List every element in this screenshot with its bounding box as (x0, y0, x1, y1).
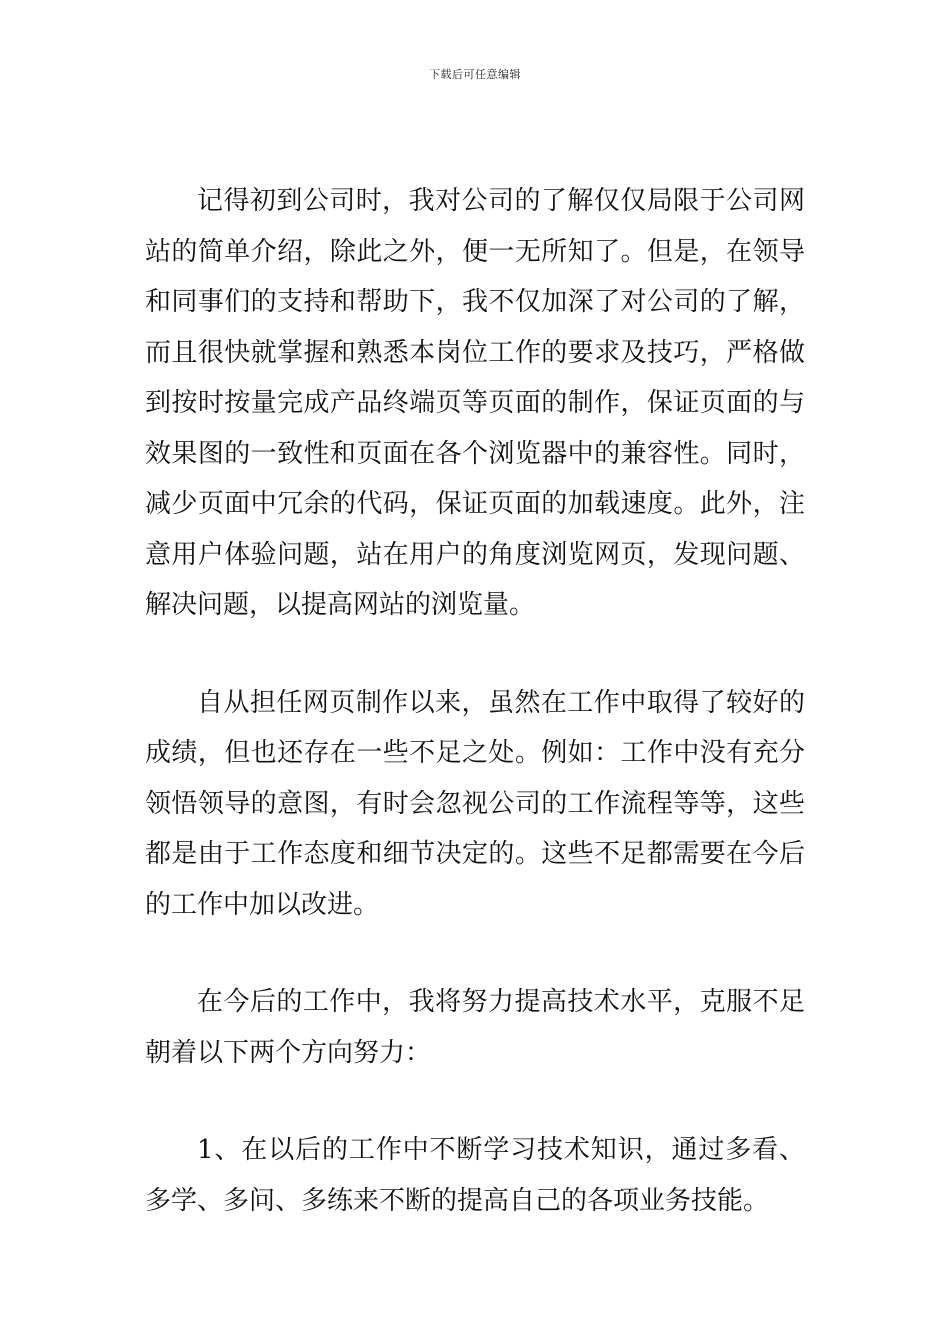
paragraph-3: 在今后的工作中，我将努力提高技术水平，克服不足朝着以下两个方向努力： (145, 987, 805, 1068)
document-body (145, 176, 805, 1273)
page-header-note: 下载后可任意编辑 (429, 68, 521, 81)
paragraph-4: 1、在以后的工作中不断学习技术知识，通过多看、多学、多问、多练来不断的提高自己的各项业务技能。 (145, 1135, 805, 1216)
paragraph-2: 自从担任网页制作以来，虽然在工作中取得了较好的成绩，但也还存在一些不足之处。例如：工作中没有充分领悟领导的意图，有时会忽视公司的工作流程等等，这些都是由于工作态度和细节决定的。这些不足都需要在今后的工作中加以改进。 (145, 687, 805, 920)
paragraph-1: 记得初到公司时，我对公司的了解仅仅局限于公司网站的简单介绍，除此之外，便一无所知了。但是，在领导和同事们的支持和帮助下，我不仅加深了对公司的了解，而且很快就掌握和熟悉本岗位工作的要求及技巧，严格做到按时按量完成产品终端页等页面的制作，保证页面的与效果图的一致性和页面在各个浏览器中的兼容性。同时，减少页面中冗余的代码，保证页面的加载速度。此外，注意用户体验问题，站在用户的角度浏览网页，发现问题、解决问题，以提高网站的浏览量。 (145, 186, 805, 620)
